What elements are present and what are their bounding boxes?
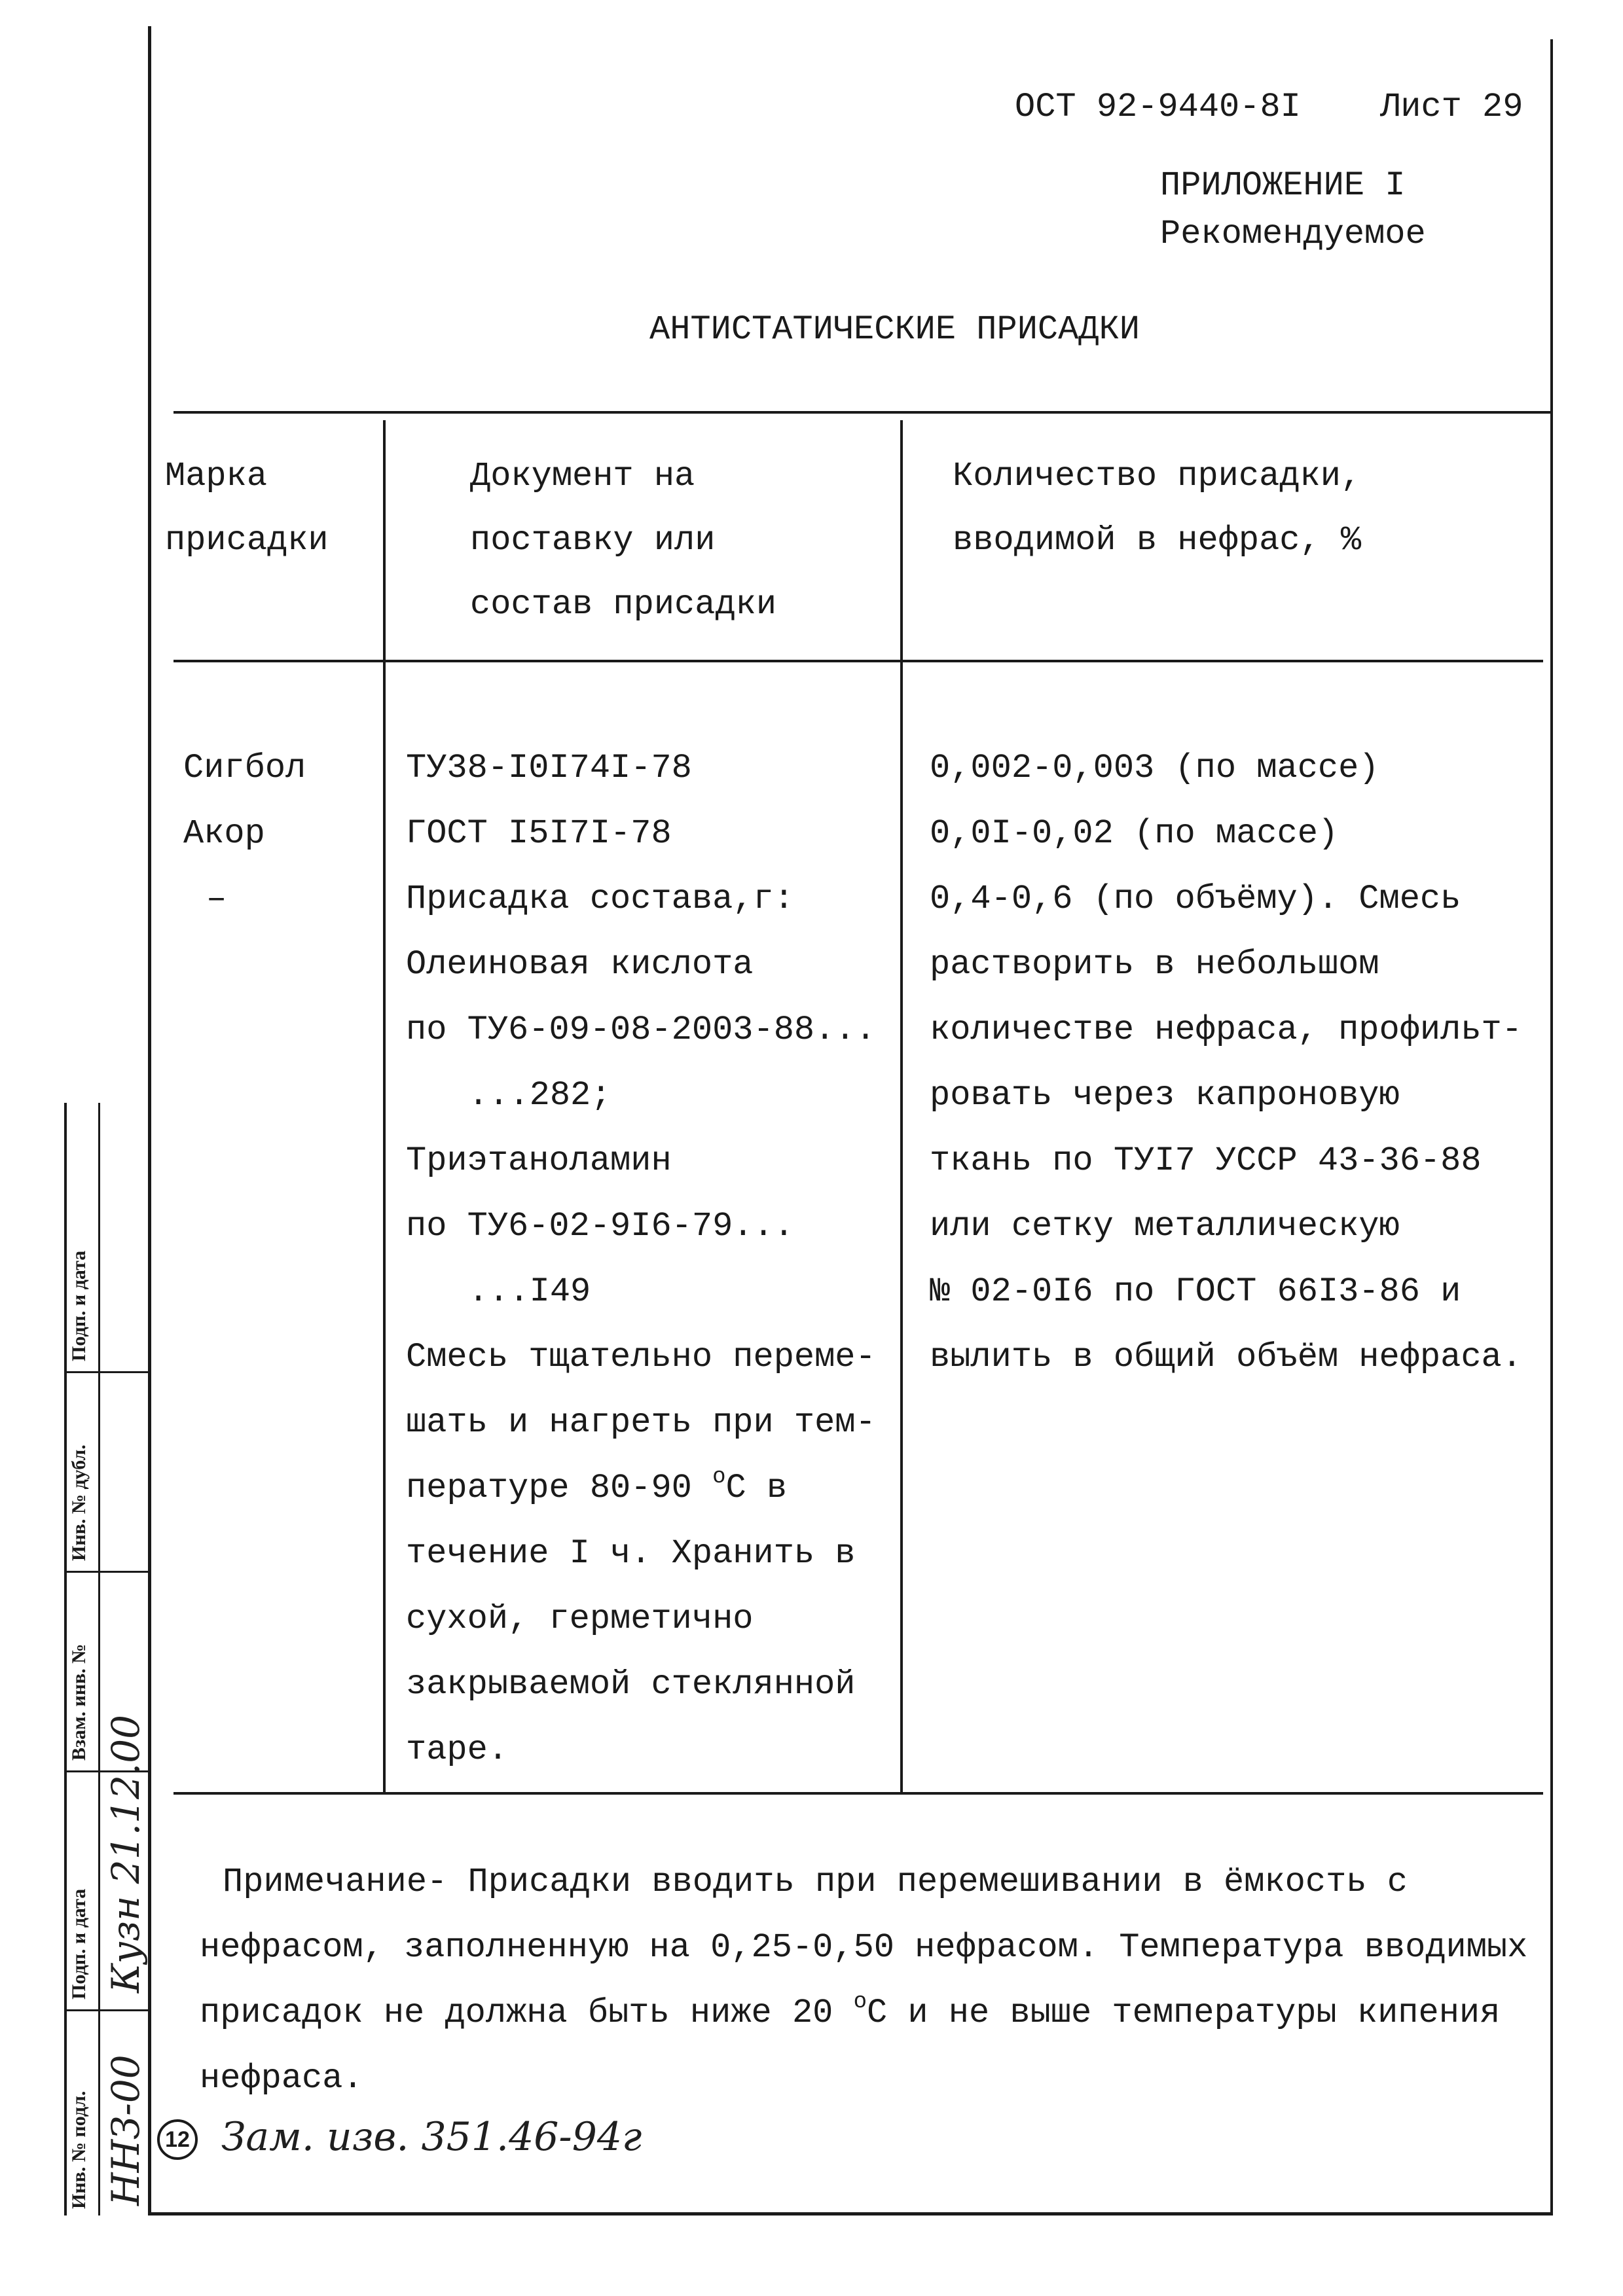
doc-line: по ТУ6-02-9I6-79... — [406, 1207, 794, 1246]
side-stamp-rule — [64, 1371, 148, 1373]
col-header-document: Документ на — [470, 457, 695, 495]
stamp-label-sign-date: Подп. и дата — [68, 1888, 90, 2000]
stamp-label-dup-inv: Инв. № дубл. — [68, 1444, 90, 1561]
note-line: нефраса. — [200, 2059, 363, 2098]
doc-line: ...I49 — [468, 1272, 591, 1311]
brand-cell: Сигбол — [183, 749, 306, 787]
handwritten-change-notice: Зам. изв. 351.46-94г — [221, 2114, 642, 2160]
quantity-line: 0,4-0,6 (по объёму). Смесь — [930, 880, 1461, 918]
quantity-line: ровать через капроновую — [930, 1076, 1400, 1115]
change-number-badge: 12 — [157, 2119, 198, 2160]
side-stamp-divider — [98, 1103, 100, 2215]
doc-number: ОСТ 92-9440-8I — [1015, 88, 1301, 126]
doc-line: закрываемой стеклянной — [406, 1665, 856, 1704]
brand-cell: – — [206, 880, 227, 918]
side-stamp-rule — [64, 2009, 148, 2011]
doc-line: Триэтаноламин — [406, 1141, 672, 1180]
quantity-line: 0,0I-0,02 (по массе) — [930, 814, 1339, 853]
doc-line: таре. — [406, 1731, 509, 1769]
doc-line: ТУ38-I0I74I-78 — [406, 749, 692, 787]
page-frame-right — [1550, 39, 1553, 2215]
quantity-line: вылить в общий объём нефраса. — [930, 1338, 1522, 1376]
appendix-label: ПРИЛОЖЕНИЕ I — [1160, 166, 1406, 205]
page-frame-bottom — [148, 2212, 1553, 2215]
doc-line-temperature: пературе 80-90 $^о$С в — [406, 1465, 788, 1507]
table-header-rule — [173, 660, 1543, 662]
doc-line: ...282; — [468, 1076, 611, 1115]
quantity-line: растворить в небольшом — [930, 945, 1379, 984]
table-col-divider-2 — [900, 420, 903, 1793]
col-header-brand: Марка — [165, 457, 268, 495]
doc-line: течение I ч. Хранить в — [406, 1534, 856, 1573]
note-line-temperature: присадок не должна быть ниже 20 $^о$С и не выше температуры кипения — [200, 1990, 1501, 2032]
col-header-document: поставку или — [470, 521, 716, 560]
brand-cell: Акор — [183, 814, 265, 853]
col-header-document: состав присадки — [470, 585, 777, 624]
quantity-line: ткань по ТУI7 УССР 43-36-88 — [930, 1141, 1482, 1180]
doc-line: по ТУ6-09-08-2003-88... — [406, 1011, 876, 1049]
page-title: АНТИСТАТИЧЕСКИЕ ПРИСАДКИ — [649, 310, 1140, 349]
doc-line: сухой, герметично — [406, 1600, 754, 1638]
side-stamp-rule — [64, 1571, 148, 1573]
doc-line: Смесь тщательно переме- — [406, 1338, 876, 1376]
table-col-divider-1 — [383, 420, 386, 1793]
quantity-line: 0,002-0,003 (по массе) — [930, 749, 1379, 787]
doc-line: Присадка состава,г: — [406, 880, 794, 918]
quantity-line: № 02-0I6 по ГОСТ 66I3-86 и — [930, 1272, 1461, 1311]
doc-line: шать и нагреть при тем- — [406, 1403, 876, 1442]
note-line: нефрасом, заполненную на 0,25-0,50 нефрасом. Температура вводимых — [200, 1928, 1528, 1967]
col-header-brand: присадки — [165, 521, 329, 560]
table-top-rule — [173, 411, 1552, 414]
page-frame-left — [148, 26, 151, 2215]
col-header-quantity: вводимой в нефрас, % — [953, 521, 1362, 560]
quantity-line: количестве нефраса, профильт- — [930, 1011, 1522, 1049]
col-header-quantity: Количество присадки, — [953, 457, 1362, 495]
handwritten-inventory-number: ННЗ-00 — [103, 2054, 148, 2206]
appendix-status: Рекомендуемое — [1160, 215, 1426, 253]
stamp-label-replace-inv: Взам. инв. № — [68, 1643, 90, 1761]
quantity-line: или сетку металлическую — [930, 1207, 1400, 1246]
doc-line: ГОСТ I5I7I-78 — [406, 814, 672, 853]
table-bottom-rule — [173, 1792, 1543, 1795]
doc-line: Олеиновая кислота — [406, 945, 754, 984]
sheet-number: Лист 29 — [1380, 88, 1523, 126]
note-line: Примечание- Присадки вводить при перемешивании в ёмкость с — [223, 1863, 1408, 1901]
stamp-label-original-inv: Инв. № подл. — [68, 2090, 90, 2209]
stamp-label-sign-date: Подп. и дата — [68, 1250, 90, 1361]
handwritten-signature-date: Кузн 21.12.00 — [103, 1714, 148, 1993]
